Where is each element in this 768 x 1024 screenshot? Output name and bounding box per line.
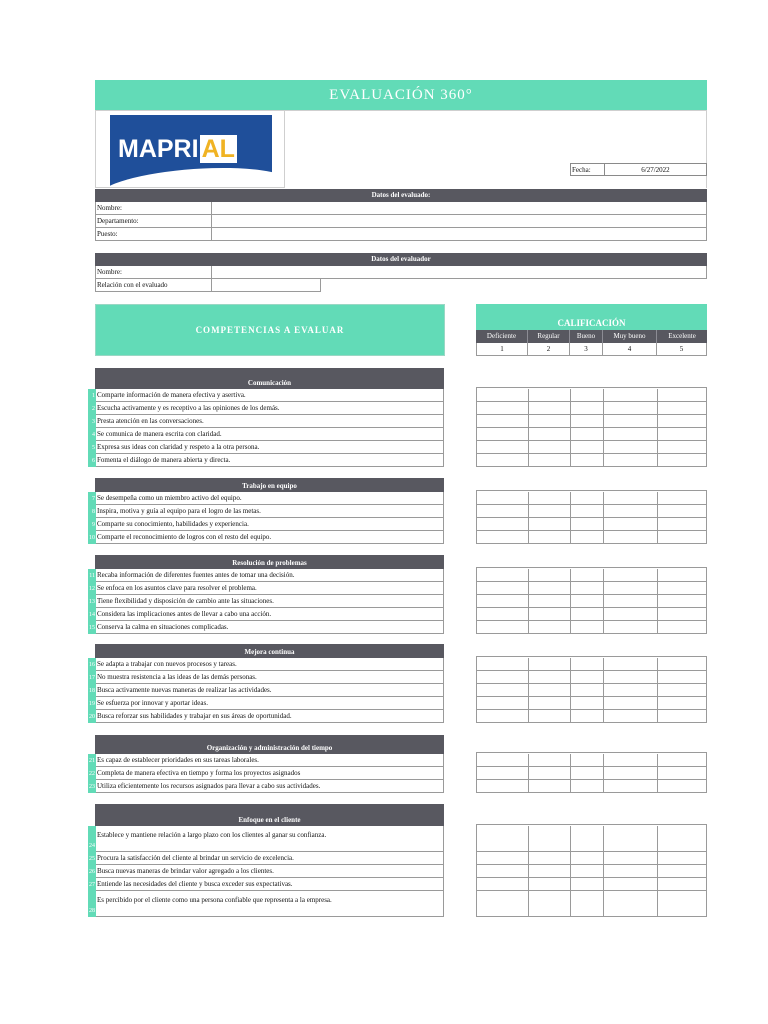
criterion-row xyxy=(88,878,444,891)
rating-cell-2[interactable] xyxy=(528,518,570,530)
calificacion-header: CALIFICACIÓN xyxy=(476,304,707,330)
date-value[interactable]: 6/27/2022 xyxy=(605,163,707,176)
rating-cell-2[interactable] xyxy=(528,608,570,620)
rating-cell-2[interactable] xyxy=(528,492,570,504)
rating-cell-2[interactable] xyxy=(528,852,570,864)
criterion-number: 6 xyxy=(88,454,96,467)
rating-cell-1[interactable] xyxy=(476,441,528,453)
rating-cell-5[interactable] xyxy=(657,826,707,851)
evaluador-name-label: Nombre: xyxy=(95,266,211,279)
criterion-text: Considera las implicaciones antes de llevar a cabo una acción. xyxy=(96,608,444,621)
rating-cell-4[interactable] xyxy=(603,428,657,440)
criterion-text: Busca reforzar sus habilidades y trabajar en sus áreas de oportunidad. xyxy=(96,710,444,723)
rating-cell-2[interactable] xyxy=(528,441,570,453)
rating-row xyxy=(476,697,707,710)
criterion-row xyxy=(88,492,444,505)
rating-cell-3[interactable] xyxy=(570,454,603,466)
evaluado-name-row xyxy=(95,202,707,215)
criterion-text: Establece y mantiene relación a largo plazo con los clientes al ganar su confianza. xyxy=(96,826,444,852)
evaluado-name-field[interactable] xyxy=(211,202,707,215)
rating-row xyxy=(476,389,707,402)
rating-cell-2[interactable] xyxy=(528,826,570,851)
rating-cell-4[interactable] xyxy=(603,389,657,401)
rating-cell-4[interactable] xyxy=(603,402,657,414)
rating-cell-1[interactable] xyxy=(476,621,528,633)
criterion-text: No muestra resistencia a las ideas de las demás personas. xyxy=(96,671,444,684)
criterion-text: Comparte el reconocimiento de logros con el resto del equipo. xyxy=(96,531,444,544)
criterion-number: 8 xyxy=(88,505,96,518)
rating-cell-5[interactable] xyxy=(657,492,707,504)
company-logo xyxy=(110,115,272,187)
category-header: Enfoque en el cliente xyxy=(95,804,444,826)
criterion-text: Se adapta a trabajar con nuevos procesos y tareas. xyxy=(96,658,444,671)
criterion-row xyxy=(88,754,444,767)
criterion-row xyxy=(88,621,444,634)
rating-cell-1[interactable] xyxy=(476,595,528,607)
rating-cell-5[interactable] xyxy=(657,658,707,670)
criterion-text: Es percibido por el cliente como una persona confiable que representa a la empresa. xyxy=(96,891,444,917)
criterion-text: Inspira, motiva y guía al equipo para el logro de las metas. xyxy=(96,505,444,518)
category-header: Comunicación xyxy=(95,368,444,389)
rating-cell-2[interactable] xyxy=(528,671,570,683)
criterion-text: Se comunica de manera escrita con claridad. xyxy=(96,428,444,441)
rating-cell-2[interactable] xyxy=(528,569,570,581)
criterion-row xyxy=(88,767,444,780)
rating-cell-4[interactable] xyxy=(603,518,657,530)
category-header: Mejora continua xyxy=(95,644,444,658)
rating-cell-5[interactable] xyxy=(657,569,707,581)
rating-cell-2[interactable] xyxy=(528,389,570,401)
scale-number-5: 5 xyxy=(657,343,707,356)
rating-cell-2[interactable] xyxy=(528,697,570,709)
rating-cell-3[interactable] xyxy=(570,621,603,633)
criterion-row xyxy=(88,389,444,402)
rating-cell-3[interactable] xyxy=(570,865,603,877)
rating-cell-4[interactable] xyxy=(603,531,657,543)
rating-cell-5[interactable] xyxy=(657,441,707,453)
rating-cell-5[interactable] xyxy=(657,865,707,877)
rating-cell-1[interactable] xyxy=(476,505,528,517)
criterion-text: Fomenta el diálogo de manera abierta y directa. xyxy=(96,454,444,467)
rating-cell-4[interactable] xyxy=(603,671,657,683)
rating-cell-4[interactable] xyxy=(603,754,657,766)
sheet-title: EVALUACIÓN 360° xyxy=(95,80,707,110)
rating-cell-1[interactable] xyxy=(476,697,528,709)
rating-row xyxy=(476,865,707,878)
rating-cell-5[interactable] xyxy=(657,415,707,427)
rating-cell-2[interactable] xyxy=(528,402,570,414)
criterion-number: 23 xyxy=(88,780,96,793)
rating-cell-2[interactable] xyxy=(528,505,570,517)
criterion-row xyxy=(88,684,444,697)
scale-number-1: 1 xyxy=(476,343,528,356)
evaluado-dept-label: Departamento: xyxy=(95,215,211,228)
scale-bueno: Bueno xyxy=(570,330,603,343)
rating-row xyxy=(476,415,707,428)
rating-cell-5[interactable] xyxy=(657,671,707,683)
rating-cell-3[interactable] xyxy=(570,518,603,530)
rating-cell-4[interactable] xyxy=(603,684,657,696)
criterion-number: 20 xyxy=(88,710,96,723)
criterion-number: 4 xyxy=(88,428,96,441)
evaluado-name-label: Nombre: xyxy=(95,202,211,215)
rating-cell-4[interactable] xyxy=(603,891,657,916)
rating-cell-1[interactable] xyxy=(476,608,528,620)
rating-cell-5[interactable] xyxy=(657,697,707,709)
rating-cell-1[interactable] xyxy=(476,428,528,440)
rating-cell-3[interactable] xyxy=(570,780,603,792)
evaluado-position-row xyxy=(95,228,707,241)
rating-cell-4[interactable] xyxy=(603,595,657,607)
criterion-text: Completa de manera efectiva en tiempo y forma los proyectos asignados xyxy=(96,767,444,780)
criterion-text: Comparte su conocimiento, habilidades y experiencia. xyxy=(96,518,444,531)
rating-cell-1[interactable] xyxy=(476,891,528,916)
logo-wave-shape xyxy=(110,162,272,187)
rating-cell-4[interactable] xyxy=(603,415,657,427)
rating-cell-3[interactable] xyxy=(570,671,603,683)
rating-cell-3[interactable] xyxy=(570,389,603,401)
rating-cell-3[interactable] xyxy=(570,492,603,504)
rating-cell-1[interactable] xyxy=(476,454,528,466)
rating-row xyxy=(476,402,707,415)
rating-cell-1[interactable] xyxy=(476,518,528,530)
criterion-number: 28 xyxy=(88,891,96,917)
criterion-number: 27 xyxy=(88,878,96,891)
evaluador-header: Datos del evaluador xyxy=(95,253,707,266)
evaluado-dept-row xyxy=(95,215,707,228)
rating-cell-3[interactable] xyxy=(570,754,603,766)
rating-cell-1[interactable] xyxy=(476,865,528,877)
logo-cell xyxy=(95,110,285,188)
rating-cell-4[interactable] xyxy=(603,608,657,620)
criterion-row xyxy=(88,402,444,415)
rating-cell-4[interactable] xyxy=(603,492,657,504)
criterion-number: 24 xyxy=(88,826,96,852)
scale-number-3: 3 xyxy=(570,343,603,356)
rating-cell-1[interactable] xyxy=(476,492,528,504)
rating-cell-3[interactable] xyxy=(570,767,603,779)
criterion-row xyxy=(88,441,444,454)
rating-cell-2[interactable] xyxy=(528,780,570,792)
rating-cell-5[interactable] xyxy=(657,608,707,620)
rating-cell-4[interactable] xyxy=(603,658,657,670)
rating-cell-3[interactable] xyxy=(570,505,603,517)
rating-row xyxy=(476,505,707,518)
criterion-number: 1 xyxy=(88,389,96,402)
rating-row xyxy=(476,891,707,917)
criterion-text: Recaba información de diferentes fuentes antes de tomar una decisión. xyxy=(96,569,444,582)
rating-row xyxy=(476,852,707,865)
criterion-text: Escucha activamente y es receptivo a las opiniones de los demás. xyxy=(96,402,444,415)
rating-row xyxy=(476,428,707,441)
rating-cell-4[interactable] xyxy=(603,852,657,864)
evaluador-relation-field[interactable] xyxy=(211,279,321,292)
criterion-text: Expresa sus ideas con claridad y respeto a la otra persona. xyxy=(96,441,444,454)
rating-cell-4[interactable] xyxy=(603,454,657,466)
rating-cell-5[interactable] xyxy=(657,780,707,792)
criterion-number: 26 xyxy=(88,865,96,878)
rating-cell-2[interactable] xyxy=(528,767,570,779)
scale-excelente: Excelente xyxy=(657,330,707,343)
rating-row xyxy=(476,582,707,595)
evaluador-relation-label: Relación con el evaluado xyxy=(95,279,211,292)
criterion-row xyxy=(88,891,444,917)
criterion-number: 25 xyxy=(88,852,96,865)
criterion-row xyxy=(88,826,444,852)
rating-cell-1[interactable] xyxy=(476,415,528,427)
rating-cell-4[interactable] xyxy=(603,582,657,594)
rating-row xyxy=(476,767,707,780)
rating-cell-5[interactable] xyxy=(657,428,707,440)
rating-row xyxy=(476,569,707,582)
criterion-row xyxy=(88,697,444,710)
rating-row xyxy=(476,492,707,505)
rating-cell-2[interactable] xyxy=(528,754,570,766)
rating-row xyxy=(476,441,707,454)
rating-cell-2[interactable] xyxy=(528,878,570,890)
rating-cell-5[interactable] xyxy=(657,878,707,890)
criterion-number: 16 xyxy=(88,658,96,671)
rating-cell-5[interactable] xyxy=(657,582,707,594)
criterion-number: 7 xyxy=(88,492,96,505)
rating-cell-1[interactable] xyxy=(476,582,528,594)
criterion-number: 22 xyxy=(88,767,96,780)
rating-row xyxy=(476,684,707,697)
rating-cell-3[interactable] xyxy=(570,569,603,581)
criterion-number: 15 xyxy=(88,621,96,634)
rating-cell-3[interactable] xyxy=(570,710,603,722)
scale-deficiente: Deficiente xyxy=(476,330,528,343)
rating-cell-1[interactable] xyxy=(476,402,528,414)
rating-cell-2[interactable] xyxy=(528,415,570,427)
rating-cell-1[interactable] xyxy=(476,754,528,766)
criterion-text: Conserva la calma en situaciones complicadas. xyxy=(96,621,444,634)
rating-row xyxy=(476,878,707,891)
rating-cell-5[interactable] xyxy=(657,518,707,530)
logo-wordmark: MAPRI AL xyxy=(118,135,235,163)
rating-cell-5[interactable] xyxy=(657,402,707,414)
rating-cell-3[interactable] xyxy=(570,415,603,427)
rating-cell-2[interactable] xyxy=(528,531,570,543)
rating-cell-2[interactable] xyxy=(528,710,570,722)
rating-cell-1[interactable] xyxy=(476,710,528,722)
criterion-text: Se esfuerza por innovar y aportar ideas. xyxy=(96,697,444,710)
evaluado-header: Datos del evaluado: xyxy=(95,189,707,202)
rating-row xyxy=(476,454,707,467)
rating-cell-4[interactable] xyxy=(603,441,657,453)
criterion-text: Entiende las necesidades del cliente y busca exceder sus expectativas. xyxy=(96,878,444,891)
rating-row xyxy=(476,531,707,544)
rating-cell-3[interactable] xyxy=(570,697,603,709)
evaluado-dept-field[interactable] xyxy=(211,215,707,228)
criterion-number: 18 xyxy=(88,684,96,697)
scale-muy-bueno: Muy bueno xyxy=(603,330,657,343)
category-header: Trabajo en equipo xyxy=(95,478,444,492)
criterion-text: Comparte información de manera efectiva y asertiva. xyxy=(96,389,444,402)
rating-cell-5[interactable] xyxy=(657,710,707,722)
criterion-row xyxy=(88,658,444,671)
rating-cell-3[interactable] xyxy=(570,852,603,864)
rating-cell-2[interactable] xyxy=(528,865,570,877)
rating-cell-1[interactable] xyxy=(476,878,528,890)
rating-cell-1[interactable] xyxy=(476,780,528,792)
evaluador-name-row xyxy=(95,266,707,279)
rating-cell-2[interactable] xyxy=(528,595,570,607)
rating-cell-4[interactable] xyxy=(603,865,657,877)
rating-cell-5[interactable] xyxy=(657,852,707,864)
rating-cell-5[interactable] xyxy=(657,505,707,517)
rating-cell-4[interactable] xyxy=(603,569,657,581)
rating-row xyxy=(476,595,707,608)
criterion-text: Se desempeña como un miembro activo del equipo. xyxy=(96,492,444,505)
rating-cell-3[interactable] xyxy=(570,608,603,620)
rating-cell-5[interactable] xyxy=(657,754,707,766)
criterion-text: Es capaz de establecer prioridades en sus tareas laborales. xyxy=(96,754,444,767)
rating-cell-2[interactable] xyxy=(528,684,570,696)
rating-cell-4[interactable] xyxy=(603,826,657,851)
evaluado-position-field[interactable] xyxy=(211,228,707,241)
rating-cell-5[interactable] xyxy=(657,454,707,466)
scale-regular: Regular xyxy=(528,330,570,343)
evaluador-name-field[interactable] xyxy=(211,266,707,279)
evaluado-position-label: Puesto: xyxy=(95,228,211,241)
rating-cell-4[interactable] xyxy=(603,505,657,517)
rating-row xyxy=(476,658,707,671)
criterion-number: 2 xyxy=(88,402,96,415)
rating-cell-5[interactable] xyxy=(657,621,707,633)
scale-number-2: 2 xyxy=(528,343,570,356)
rating-row xyxy=(476,621,707,634)
criterion-text: Busca activamente nuevas maneras de realizar las actividades. xyxy=(96,684,444,697)
criterion-row xyxy=(88,582,444,595)
date-label: Fecha: xyxy=(570,163,605,176)
rating-cell-4[interactable] xyxy=(603,780,657,792)
criterion-number: 14 xyxy=(88,608,96,621)
rating-cell-3[interactable] xyxy=(570,428,603,440)
rating-cell-3[interactable] xyxy=(570,531,603,543)
rating-cell-3[interactable] xyxy=(570,891,603,916)
rating-cell-1[interactable] xyxy=(476,531,528,543)
category-header: Resolución de problemas xyxy=(95,555,444,569)
rating-cell-2[interactable] xyxy=(528,891,570,916)
criterion-number: 10 xyxy=(88,531,96,544)
rating-cell-2[interactable] xyxy=(528,428,570,440)
rating-cell-2[interactable] xyxy=(528,621,570,633)
criterion-row xyxy=(88,518,444,531)
rating-cell-4[interactable] xyxy=(603,710,657,722)
rating-cell-5[interactable] xyxy=(657,531,707,543)
rating-cell-3[interactable] xyxy=(570,582,603,594)
criterion-number: 12 xyxy=(88,582,96,595)
rating-cell-1[interactable] xyxy=(476,684,528,696)
criterion-row xyxy=(88,428,444,441)
category-header: Organización y administración del tiempo xyxy=(95,735,444,754)
rating-row xyxy=(476,826,707,852)
rating-row xyxy=(476,780,707,793)
rating-cell-1[interactable] xyxy=(476,826,528,851)
criterion-row xyxy=(88,608,444,621)
rating-cell-5[interactable] xyxy=(657,684,707,696)
rating-cell-1[interactable] xyxy=(476,389,528,401)
criterion-text: Se enfoca en los asuntos clave para resolver el problema. xyxy=(96,582,444,595)
rating-cell-3[interactable] xyxy=(570,826,603,851)
criterion-text: Utiliza eficientemente los recursos asignados para llevar a cabo sus actividades. xyxy=(96,780,444,793)
rating-cell-2[interactable] xyxy=(528,454,570,466)
criterion-number: 19 xyxy=(88,697,96,710)
rating-cell-3[interactable] xyxy=(570,658,603,670)
criterion-row xyxy=(88,454,444,467)
rating-cell-5[interactable] xyxy=(657,389,707,401)
criterion-number: 21 xyxy=(88,754,96,767)
criterion-number: 17 xyxy=(88,671,96,684)
criterion-row xyxy=(88,595,444,608)
rating-cell-5[interactable] xyxy=(657,595,707,607)
criterion-row xyxy=(88,780,444,793)
rating-cell-5[interactable] xyxy=(657,891,707,916)
rating-cell-4[interactable] xyxy=(603,621,657,633)
criterion-row xyxy=(88,865,444,878)
rating-cell-4[interactable] xyxy=(603,697,657,709)
criterion-row xyxy=(88,415,444,428)
rating-cell-2[interactable] xyxy=(528,658,570,670)
rating-cell-3[interactable] xyxy=(570,402,603,414)
criterion-row xyxy=(88,505,444,518)
rating-row xyxy=(476,608,707,621)
criterion-row xyxy=(88,852,444,865)
criterion-text: Procura la satisfacción del cliente al brindar un servicio de excelencia. xyxy=(96,852,444,865)
criterion-text: Presta atención en las conversaciones. xyxy=(96,415,444,428)
rating-cell-2[interactable] xyxy=(528,582,570,594)
evaluador-relation-row xyxy=(95,279,321,292)
rating-cell-4[interactable] xyxy=(603,878,657,890)
competencias-header: COMPETENCIAS A EVALUAR xyxy=(95,304,445,356)
rating-row xyxy=(476,671,707,684)
rating-row xyxy=(476,518,707,531)
criterion-text: Tiene flexibilidad y disposición de cambio ante las situaciones. xyxy=(96,595,444,608)
scale-number-4: 4 xyxy=(603,343,657,356)
criterion-row xyxy=(88,710,444,723)
rating-cell-1[interactable] xyxy=(476,852,528,864)
rating-cell-1[interactable] xyxy=(476,767,528,779)
rating-cell-3[interactable] xyxy=(570,878,603,890)
rating-cell-3[interactable] xyxy=(570,595,603,607)
rating-cell-4[interactable] xyxy=(603,767,657,779)
rating-row xyxy=(476,710,707,723)
rating-row xyxy=(476,754,707,767)
criterion-number: 9 xyxy=(88,518,96,531)
rating-cell-3[interactable] xyxy=(570,684,603,696)
rating-cell-1[interactable] xyxy=(476,658,528,670)
rating-cell-3[interactable] xyxy=(570,441,603,453)
rating-cell-1[interactable] xyxy=(476,569,528,581)
criterion-number: 3 xyxy=(88,415,96,428)
criterion-number: 11 xyxy=(88,569,96,582)
rating-cell-1[interactable] xyxy=(476,671,528,683)
rating-cell-5[interactable] xyxy=(657,767,707,779)
criterion-row xyxy=(88,671,444,684)
criterion-row xyxy=(88,531,444,544)
criterion-number: 13 xyxy=(88,595,96,608)
criterion-text: Busca nuevas maneras de brindar valor agregado a los clientes. xyxy=(96,865,444,878)
criterion-number: 5 xyxy=(88,441,96,454)
criterion-row xyxy=(88,569,444,582)
